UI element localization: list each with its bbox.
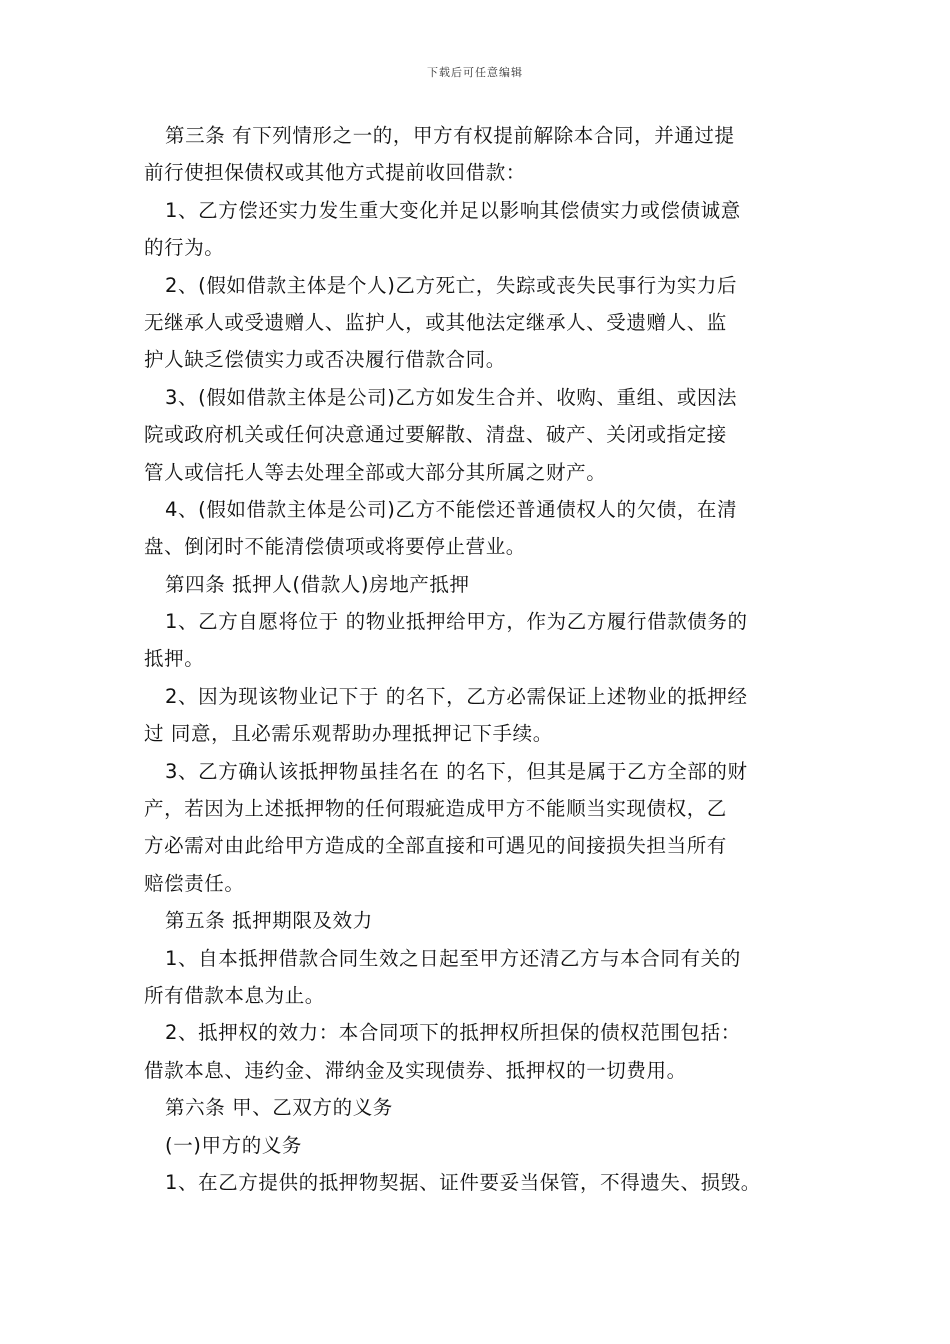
document-line: 2、(假如借款主体是个人)乙方死亡，失踪或丧失民事行为实力后 <box>165 273 738 297</box>
document-line: 方必需对由此给甲方造成的全部直接和可遇见的间接损失担当所有 <box>144 834 727 858</box>
document-line: 第六条 甲、乙双方的义务 <box>165 1096 393 1120</box>
document-line: (一)甲方的义务 <box>165 1133 303 1157</box>
document-line: 产，若因为上述抵押物的任何瑕疵造成甲方不能顺当实现债权，乙 <box>144 797 727 821</box>
document-line: 院或政府机关或任何决意通过要解散、清盘、破产、关闭或指定接 <box>144 423 727 447</box>
document-line: 1、在乙方提供的抵押物契据、证件要妥当保管，不得遗失、损毁。 <box>165 1170 761 1194</box>
document-line: 4、(假如借款主体是公司)乙方不能偿还普通债权人的欠债，在清 <box>165 497 738 521</box>
document-line: 第四条 抵押人(借款人)房地产抵押 <box>165 572 470 596</box>
document-line: 管人或信托人等去处理全部或大部分其所属之财产。 <box>144 460 607 484</box>
document-line: 3、乙方确认该抵押物虽挂名在 的名下，但其是属于乙方全部的财 <box>165 759 748 783</box>
document-line: 2、抵押权的效力：本合同项下的抵押权所担保的债权范围包括： <box>165 1021 741 1045</box>
document-line: 无继承人或受遗赠人、监护人，或其他法定继承人、受遗赠人、监 <box>144 310 727 334</box>
document-line: 第五条 抵押期限及效力 <box>165 909 373 933</box>
document-line: 抵押。 <box>144 647 205 671</box>
document-line: 过 同意，且必需乐观帮助办理抵押记下手续。 <box>144 722 553 746</box>
document-line: 前行使担保债权或其他方式提前收回借款： <box>144 161 526 185</box>
document-body <box>144 117 824 1201</box>
document-line: 所有借款本息为止。 <box>144 983 325 1007</box>
document-line: 1、乙方自愿将位于 的物业抵押给甲方，作为乙方履行借款债务的 <box>165 610 748 634</box>
document-line: 赔偿责任。 <box>144 871 245 895</box>
document-line: 1、乙方偿还实力发生重大变化并足以影响其偿债实力或偿债诚意 <box>165 198 741 222</box>
document-line: 护人缺乏偿债实力或否决履行借款合同。 <box>144 348 506 372</box>
document-line: 2、因为现该物业记下于 的名下，乙方必需保证上述物业的抵押经 <box>165 684 748 708</box>
page-header: 下载后可任意编辑 <box>427 66 523 79</box>
document-line: 第三条 有下列情形之一的，甲方有权提前解除本合同，并通过提 <box>165 124 735 147</box>
document-line: 1、自本抵押借款合同生效之日起至甲方还清乙方与本合同有关的 <box>165 946 741 970</box>
document-line: 3、(假如借款主体是公司)乙方如发生合并、收购、重组、或因法 <box>165 385 738 409</box>
document-line: 的行为。 <box>144 236 225 260</box>
document-line: 盘、倒闭时不能清偿债项或将要停止营业。 <box>144 535 526 559</box>
document-line: 借款本息、违约金、滞纳金及实现债券、抵押权的一切费用。 <box>144 1058 687 1082</box>
